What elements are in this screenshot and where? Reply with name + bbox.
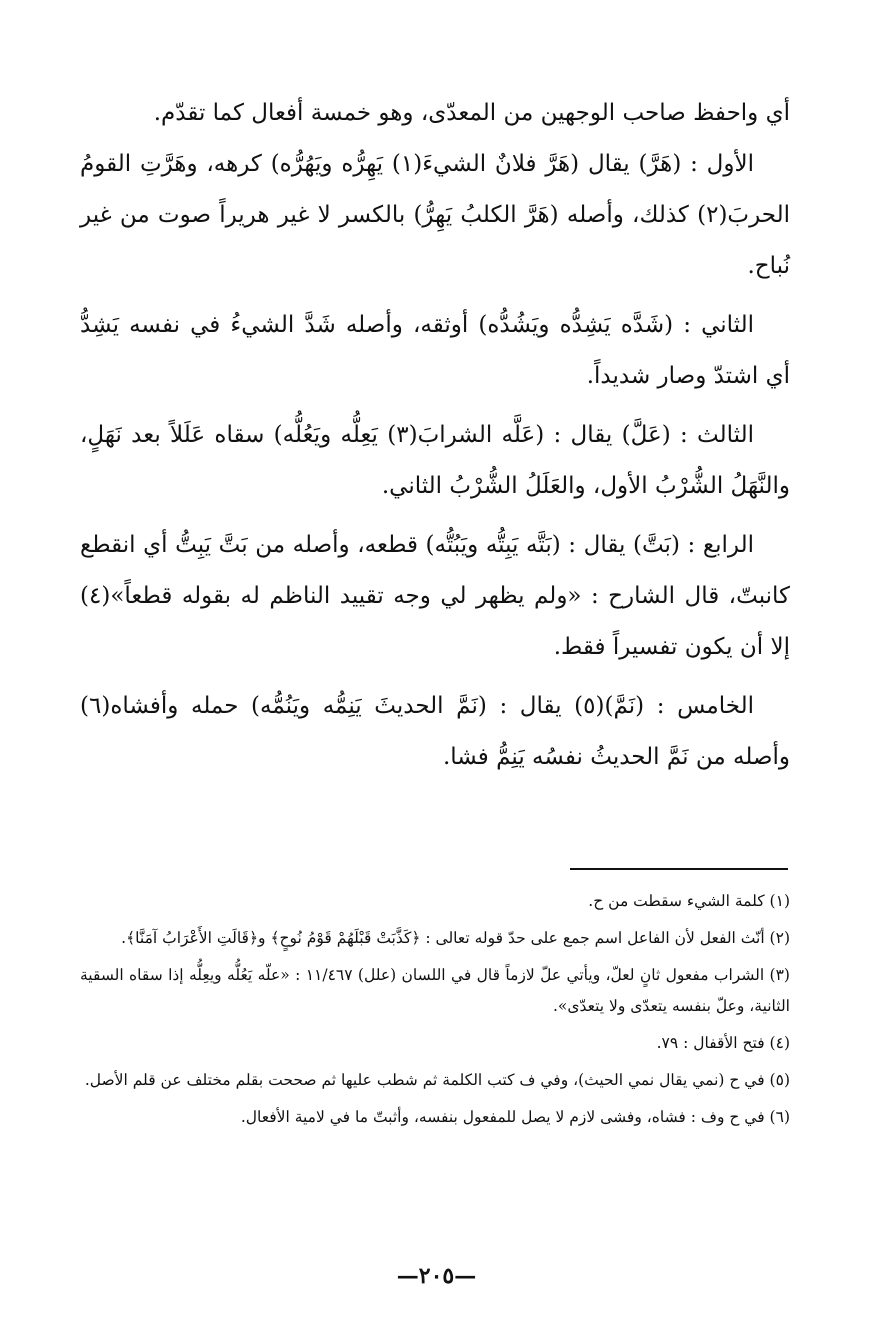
paragraph-6: الخامس : (نَمَّ)(٥) يقال : (نَمَّ الحديثَ يَنِمُّه ويَنُمُّه) حمله وأفشاه(٦) وأصله من نَمَّ الحديثُ نفسُه يَنِمُّ فشا. (80, 693, 790, 770)
footnote-6: (٦) في ح وف : فشاه، وفشى لازم لا يصل للمفعول بنفسه، وأثبتّ ما في لامية الأفعال. (240, 1108, 790, 1126)
footnote-5: (٥) في ح (نمي يقال نمي الحيث)، وفي ف كتب الكلمة ثم شطب عليها ثم صححت بقلم مختلف عن قلم الأصل. (84, 1071, 790, 1089)
paragraph-5: الرابع : (بَتَّ) يقال : (بَتَّه يَبِتُّه ويَبُتُّه) قطعه، وأصله من بَتَّ يَبِتُّ أي انقطع كانبتّ، قال الشارح : «ولم يظهر لي وجه تقييد الناظم له بقوله قطعاً»(٤) إلا أن يكون تفسيراً فقط. (80, 532, 790, 660)
footnote-2: (٢) أنّث الفعل لأن الفاعل اسم جمع على حدّ قوله تعالى : ﴿كَذَّبَتْ قَبْلَهُمْ قَوْمُ نُوحٍ﴾ و﴿قَالَتِ الأَعْرَابُ آمَنَّا﴾. (121, 929, 790, 947)
paragraph-4: الثالث : (عَلَّ) يقال : (عَلَّه الشرابَ(٣) يَعِلُّه ويَعُلُّه) سقاه عَلَلاً بعد نَهَلٍ، والنَّهَلُ الشُّرْبُ الأول، والعَلَلُ الشُّرْبُ الثاني. (80, 422, 790, 499)
footnote-1: (١) كلمة الشيء سقطت من ح. (588, 892, 790, 910)
main-text (80, 88, 790, 791)
page-number: —٢٠٥— (396, 1263, 477, 1289)
footnotes (80, 886, 790, 1139)
footnote-divider (570, 868, 788, 870)
paragraph-2: الأول : (هَرَّ) يقال (هَرَّ فلانٌ الشيءَ(١) يَهِرُّه ويَهُرُّه) كرهه، وهَرَّتِ القومُ الحربَ(٢) كذلك، وأصله (هَرَّ الكلبُ يَهِرُّ) بالكسر لا غير هريراً صوت من غير نُباح. (80, 151, 790, 279)
paragraph-1: أي واحفظ صاحب الوجهين من المعدّى، وهو خمسة أفعال كما تقدّم. (153, 100, 790, 126)
footnote-3: (٣) الشراب مفعول ثانٍ لعلّ، ويأتي علّ لازماً قال في اللسان (علل) ١١/٤٦٧ : «علّه يَعُلُّه ويعِلُّه إذا سقاه السقية الثانية، وعلّ بنفسه يتعدّى ولا يتعدّى». (80, 966, 790, 1015)
footnote-4: (٤) فتح الأقفال : ٧٩. (656, 1034, 790, 1052)
paragraph-3: الثاني : (شَدَّه يَشِدُّه ويَشُدُّه) أوثقه، وأصله شَدَّ الشيءُ في نفسه يَشِدُّ أي اشتدّ وصار شديداً. (80, 312, 790, 389)
